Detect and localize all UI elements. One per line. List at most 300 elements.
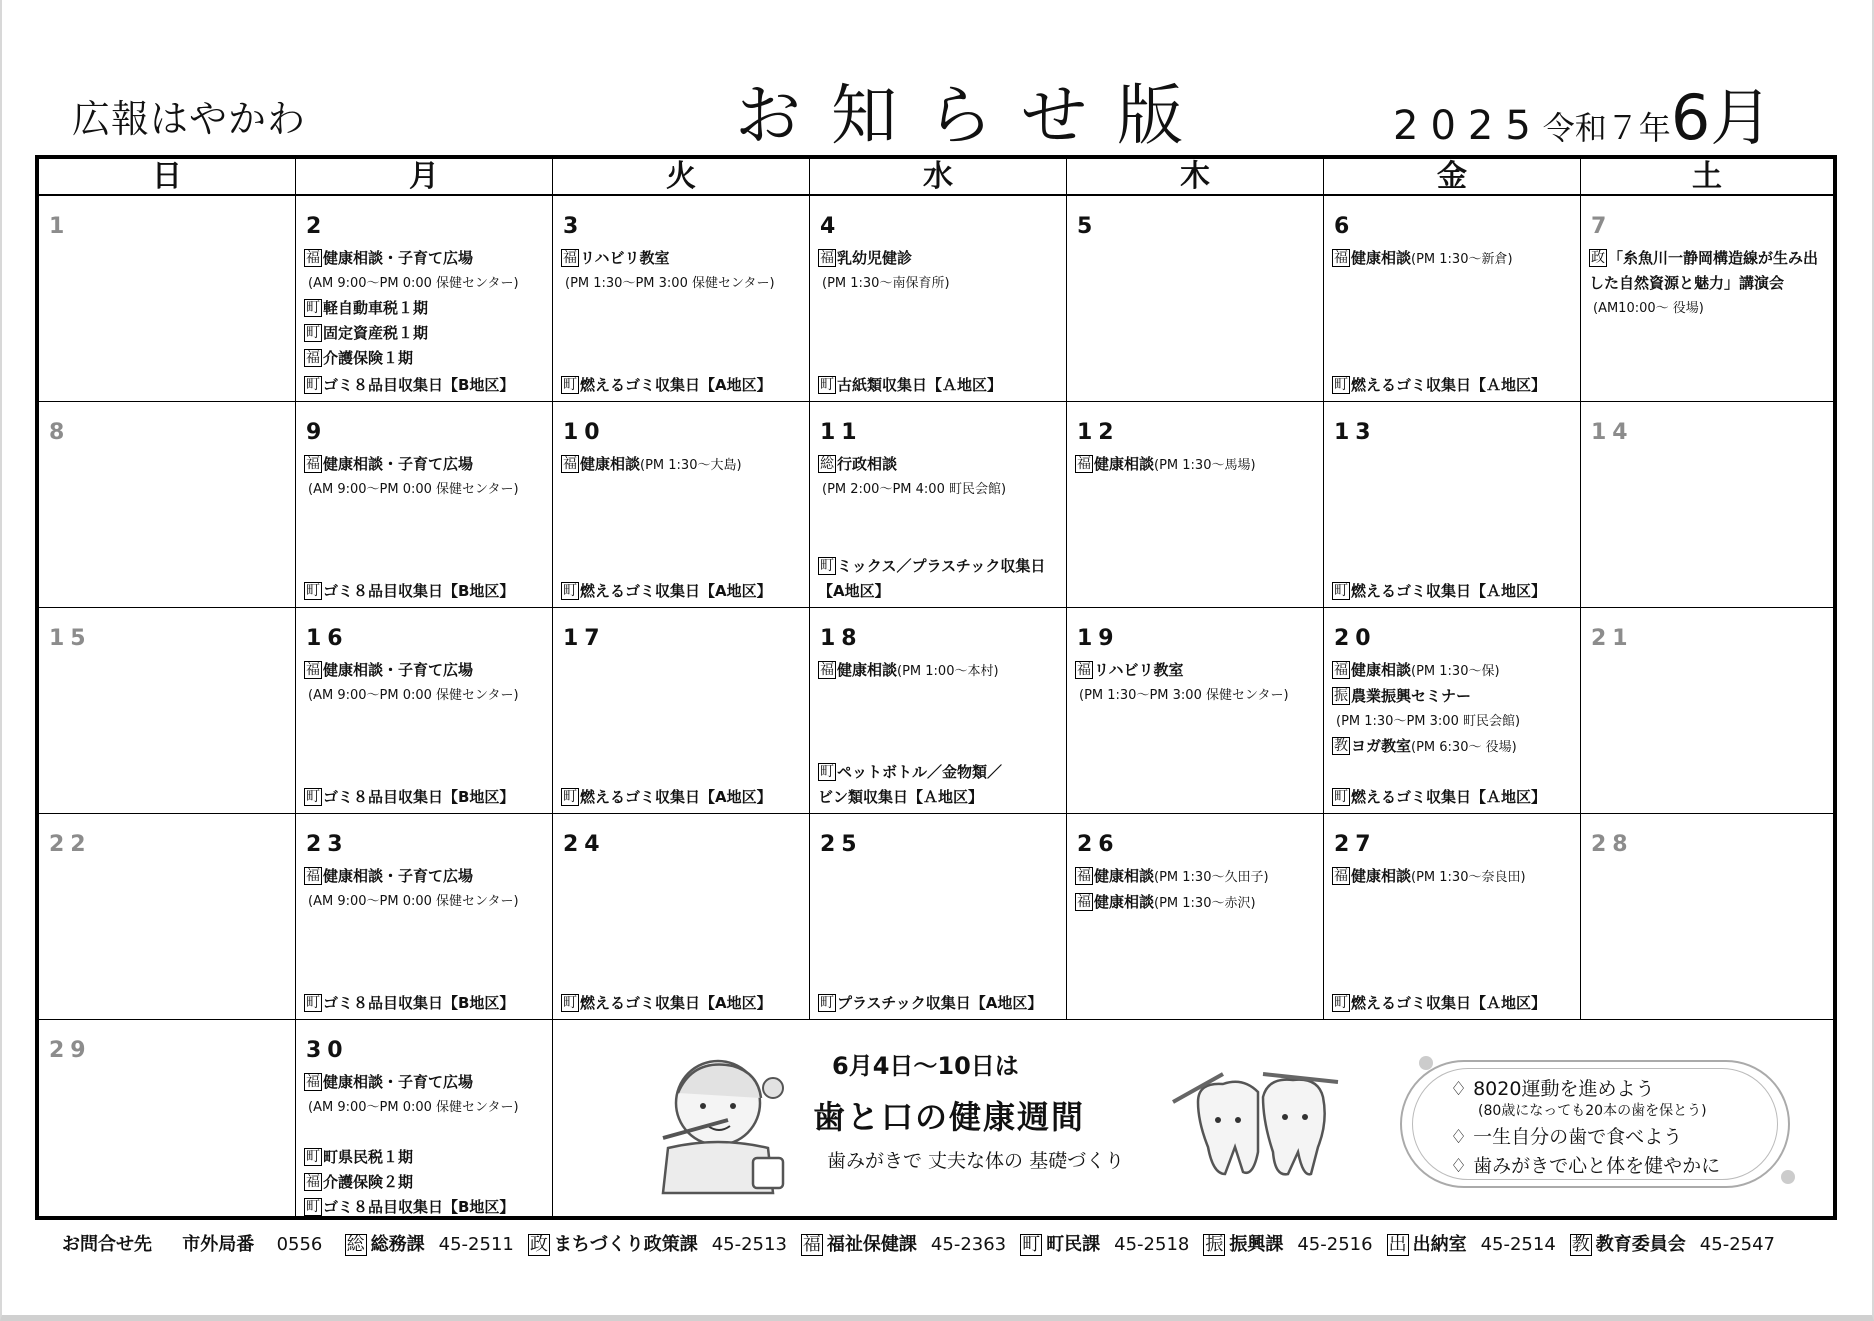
event-list: [1075, 864, 1319, 916]
department-tag: 町: [306, 995, 320, 1011]
department-tag: 福: [306, 868, 320, 884]
department-tag: 町: [306, 1199, 320, 1215]
day-cell: [296, 608, 553, 814]
day-number: 28: [1591, 832, 1634, 857]
event-title: 健康相談・子育て広場: [323, 1073, 474, 1091]
weekday-header: 土: [1692, 159, 1722, 194]
event-title: 農業振興セミナー: [1351, 687, 1472, 705]
department-tag: 町: [306, 583, 320, 599]
dental-week-dates: 6月4日〜10日は: [832, 1052, 1019, 1080]
department-tag: 総: [820, 456, 834, 472]
event-time-place: (PM 6:30〜 役場): [1411, 740, 1517, 755]
day-number: 2: [306, 214, 328, 239]
weekday-header-row: [39, 159, 1833, 196]
event-item: [818, 658, 1062, 684]
day-cell: [39, 196, 296, 402]
event-detail: (PM 1:30〜PM 3:00 保健センター): [565, 276, 775, 291]
day-cell: [1067, 402, 1324, 608]
event-title: 健康相談: [1094, 455, 1155, 473]
event-detail: (PM 1:30〜PM 3:00 町民会館): [1336, 714, 1521, 729]
event-title: 健康相談: [1351, 661, 1412, 679]
collection-notice: [1332, 991, 1576, 1016]
collection-list: [561, 991, 805, 1016]
tooth-icon: ♢: [1450, 1155, 1468, 1177]
collection-list: [818, 554, 1062, 604]
day-number: 12: [1077, 420, 1120, 445]
day-cell: [810, 402, 1067, 608]
day-number: 9: [306, 420, 328, 445]
event-title: 健康相談: [580, 455, 641, 473]
issue-month: 6: [1670, 81, 1711, 154]
publication-name: 広報はやかわ: [72, 97, 307, 141]
event-time-place: (PM 1:30〜保): [1411, 664, 1500, 679]
department-tag: 町: [1334, 377, 1348, 393]
day-cell: [296, 1020, 553, 1216]
goal-item: ♢ 8020運動を進めよう: [1450, 1078, 1655, 1100]
event-title: 燃えるゴミ収集日【A地区】: [580, 994, 772, 1012]
event-list: [304, 864, 548, 914]
event-time-place: (PM 1:30〜奈良田): [1411, 870, 1526, 885]
day-number: 4: [820, 214, 842, 239]
event-title: 健康相談: [1351, 867, 1412, 885]
department-tag: 福: [563, 250, 577, 266]
collection-list: [1332, 579, 1576, 604]
department-tag: 福: [563, 456, 577, 472]
event-time-place: (PM 1:30〜新倉): [1411, 252, 1513, 267]
event-title: 健康相談: [1094, 893, 1155, 911]
area-code-label: 市外局番: [182, 1234, 255, 1255]
event-item: [1589, 246, 1829, 271]
phone-number: 45-2513: [711, 1234, 787, 1255]
day-cell: [1581, 608, 1833, 814]
weekday-header: 木: [1067, 159, 1324, 194]
phone-number: 45-2514: [1480, 1234, 1556, 1255]
collection-list: [304, 785, 548, 810]
goal-item: ♢ 歯みがきで心と体を健やかに: [1450, 1155, 1721, 1177]
event-item: [304, 346, 548, 371]
event-item: [1332, 684, 1576, 709]
event-list: [304, 246, 548, 371]
day-number: 10: [563, 420, 606, 445]
event-item: [1332, 864, 1576, 890]
department-tag: 町: [306, 325, 320, 341]
event-time-place: (PM 1:30〜久田子): [1154, 870, 1269, 885]
department-tag: 町: [306, 300, 320, 316]
day-number: 3: [563, 214, 585, 239]
contact-footer: [62, 1230, 1787, 1256]
collection-list: [304, 991, 548, 1016]
department-tag: 教: [1571, 1234, 1590, 1255]
department-tag: 教: [1334, 738, 1348, 754]
phone-number: 45-2363: [930, 1234, 1007, 1255]
goal-item: ♢ 一生自分の歯で食べよう: [1450, 1126, 1683, 1148]
event-item: [1589, 271, 1829, 296]
event-title: ゴミ８品目収集日【B地区】: [323, 994, 515, 1012]
dental-goals-box: [1400, 1060, 1790, 1188]
event-item: [1075, 890, 1319, 916]
event-title: 燃えるゴミ収集日【A地区】: [580, 582, 772, 600]
page-title: お知らせ版: [735, 77, 1214, 154]
event-list: [1075, 658, 1319, 708]
collection-list: [1332, 991, 1576, 1016]
department-tag: 福: [1334, 662, 1348, 678]
department-tag: 町: [563, 995, 577, 1011]
dental-week-title: 歯と口の健康週間: [813, 1098, 1086, 1136]
event-title: 町県民税１期: [323, 1148, 414, 1166]
day-cell: [553, 196, 810, 402]
department-tag: 町: [563, 583, 577, 599]
department-tag: 町: [306, 1149, 320, 1165]
event-list: [818, 452, 1062, 502]
event-title: 介護保険１期: [323, 349, 414, 367]
phone-number: 45-2547: [1699, 1234, 1776, 1255]
day-cell: [1324, 814, 1581, 1020]
event-time-place: (PM 1:30〜赤沢): [1154, 896, 1256, 911]
event-title: 燃えるゴミ収集日【Ａ地区】: [1351, 788, 1547, 806]
day-cell: [810, 196, 1067, 402]
collection-notice: [818, 760, 1062, 785]
department-tag: 町: [820, 377, 834, 393]
day-cell: [296, 402, 553, 608]
event-title: ゴミ８品目収集日【B地区】: [323, 788, 515, 806]
day-number: 25: [820, 832, 863, 857]
collection-list: [304, 373, 548, 398]
collection-notice: [1332, 579, 1576, 604]
event-list: [304, 658, 548, 708]
event-detail: (AM 9:00〜PM 0:00 保健センター): [308, 894, 519, 909]
department-tag: 福: [1077, 868, 1091, 884]
event-item: [1075, 864, 1319, 890]
collection-notice: [1332, 373, 1576, 398]
tooth-icon: ♢: [1450, 1126, 1468, 1148]
collection-notice: [818, 554, 1062, 579]
department-name: 総務課: [370, 1234, 425, 1255]
event-item: [304, 1195, 548, 1220]
event-title: 【A地区】: [818, 582, 890, 600]
day-cell: [553, 608, 810, 814]
department-tag: 町: [563, 377, 577, 393]
day-number: 26: [1077, 832, 1120, 857]
day-number: 18: [820, 626, 863, 651]
day-number: 30: [306, 1038, 349, 1063]
department-tag: 総: [346, 1234, 365, 1255]
department-tag: 福: [306, 1174, 320, 1190]
collection-list: [304, 579, 548, 604]
collection-notice: [818, 785, 1062, 810]
department-name: 振興課: [1229, 1234, 1284, 1255]
issue-month-label: 月: [1710, 81, 1773, 154]
event-list: [1589, 246, 1829, 321]
event-item: [304, 1145, 548, 1170]
department-tag: 町: [1022, 1234, 1041, 1255]
day-number: 5: [1077, 214, 1099, 239]
event-title: 燃えるゴミ収集日【A地区】: [580, 788, 772, 806]
event-item: [818, 246, 1062, 271]
day-number: 20: [1334, 626, 1377, 651]
decorative-dot: [1419, 1056, 1433, 1070]
department-tag: 福: [306, 456, 320, 472]
department-tag: 町: [306, 377, 320, 393]
event-title: ビン類収集日【Ａ地区】: [818, 788, 984, 806]
department-tag: 町: [820, 558, 834, 574]
event-title: 健康相談・子育て広場: [323, 661, 474, 679]
event-detail: (AM10:00〜 役場): [1593, 301, 1704, 316]
department-name: 福祉保健課: [826, 1234, 917, 1255]
collection-notice: [1332, 785, 1576, 810]
collection-notice: [304, 579, 548, 604]
event-time-place: (PM 1:30〜大島): [640, 458, 742, 473]
day-number: 11: [820, 420, 863, 445]
day-cell: [1581, 814, 1833, 1020]
day-number: 1: [49, 214, 71, 239]
collection-notice: [304, 785, 548, 810]
event-item: [304, 864, 548, 889]
weekday-header: 日: [39, 159, 296, 194]
weekday-header: 水: [810, 159, 1067, 194]
collection-notice: [818, 579, 1062, 604]
event-title: 健康相談・子育て広場: [323, 249, 474, 267]
collection-notice: [561, 785, 805, 810]
event-item: [304, 658, 548, 683]
collection-list: [818, 373, 1062, 398]
collection-list: [1332, 785, 1576, 810]
department-name: まちづくり政策課: [553, 1234, 698, 1255]
issue-era: 令和７年: [1542, 109, 1671, 147]
event-title: 健康相談・子育て広場: [323, 455, 474, 473]
department-tag: 福: [1077, 894, 1091, 910]
weekday-header: 月: [296, 159, 553, 194]
department-name: 町民課: [1046, 1234, 1101, 1255]
collection-notice: [561, 991, 805, 1016]
department-tag: 福: [820, 250, 834, 266]
department-tag: 出: [1388, 1234, 1407, 1255]
collection-notice: [304, 373, 548, 398]
department-tag: 福: [306, 1074, 320, 1090]
day-cell: [553, 402, 810, 608]
department-tag: 町: [1334, 789, 1348, 805]
event-item: [818, 452, 1062, 477]
department-tag: 福: [1334, 250, 1348, 266]
event-detail: (PM 1:30〜南保育所): [822, 276, 950, 291]
event-title: 健康相談: [837, 661, 898, 679]
event-list: [818, 246, 1062, 296]
event-title: リハビリ教室: [580, 249, 670, 267]
day-cell: [1581, 402, 1833, 608]
department-tag: 町: [820, 764, 834, 780]
event-list: [1332, 658, 1576, 760]
event-detail: (AM 9:00〜PM 0:00 保健センター): [308, 688, 519, 703]
event-list: [1332, 864, 1576, 890]
event-detail: (AM 9:00〜PM 0:00 保健センター): [308, 482, 519, 497]
day-number: 6: [1334, 214, 1356, 239]
day-cell: [296, 196, 553, 402]
department-tag: 福: [1334, 868, 1348, 884]
day-cell: [39, 1020, 296, 1216]
department-tag: 町: [820, 995, 834, 1011]
department-tag: 町: [1334, 995, 1348, 1011]
event-detail: (AM 9:00〜PM 0:00 保健センター): [308, 1100, 519, 1115]
collection-notice: [818, 991, 1062, 1016]
event-item: [561, 246, 805, 271]
contact-label: お問合せ先: [62, 1234, 152, 1255]
event-title: 健康相談・子育て広場: [323, 867, 474, 885]
event-title: ペットボトル／金物類／: [837, 763, 1003, 781]
event-detail: (PM 2:00〜PM 4:00 町民会館): [822, 482, 1007, 497]
collection-notice: [818, 373, 1062, 398]
day-number: 22: [49, 832, 92, 857]
day-number: 8: [49, 420, 71, 445]
department-tag: 町: [306, 789, 320, 805]
event-title: 「糸魚川一静岡構造線が生み出: [1608, 249, 1819, 267]
department-tag: 福: [306, 250, 320, 266]
phone-number: 45-2516: [1297, 1234, 1373, 1255]
event-item: [1075, 452, 1319, 478]
event-title: 燃えるゴミ収集日【Ａ地区】: [1351, 994, 1547, 1012]
phone-number: 45-2511: [438, 1234, 514, 1255]
department-tag: 福: [802, 1234, 821, 1255]
department-tag: 振: [1205, 1234, 1224, 1255]
day-number: 29: [49, 1038, 92, 1063]
department-tag: 福: [306, 662, 320, 678]
goal-note: (80歳になっても20本の歯を保とう): [1478, 1103, 1707, 1119]
day-number: 16: [306, 626, 349, 651]
day-cell: [1324, 402, 1581, 608]
event-item: [304, 296, 548, 321]
collection-list: [561, 785, 805, 810]
event-list: [561, 246, 805, 296]
dental-week-slogan: 歯みがきで 丈夫な体の 基礎づくり: [827, 1150, 1125, 1172]
event-item: [304, 246, 548, 271]
event-item: [304, 452, 548, 477]
event-title: ミックス／プラスチック収集日: [837, 557, 1046, 575]
issue-date: [1393, 68, 1772, 157]
collection-list: [818, 760, 1062, 810]
event-item: [1332, 658, 1576, 684]
event-title: ヨガ教室: [1351, 737, 1412, 755]
day-number: 27: [1334, 832, 1377, 857]
day-cell: [1324, 196, 1581, 402]
event-item: [304, 1170, 548, 1195]
event-title: 介護保険２期: [323, 1173, 414, 1191]
department-tag: 政: [529, 1234, 548, 1255]
event-title: ゴミ８品目収集日【B地区】: [323, 582, 515, 600]
department-tag: 福: [306, 350, 320, 366]
department-tag: 政: [1591, 250, 1605, 266]
department-tag: 福: [1077, 662, 1091, 678]
day-cell: [1067, 814, 1324, 1020]
department-tag: 町: [563, 789, 577, 805]
day-number: 13: [1334, 420, 1377, 445]
day-cell: [553, 814, 810, 1020]
phone-number: 45-2518: [1114, 1234, 1190, 1255]
event-title: 行政相談: [837, 455, 898, 473]
day-cell: [39, 402, 296, 608]
event-list: [304, 1070, 548, 1220]
event-title: 軽自動車税１期: [323, 299, 429, 317]
tooth-icon: ♢: [1450, 1078, 1468, 1100]
collection-notice: [561, 373, 805, 398]
day-number: 21: [1591, 626, 1634, 651]
collection-list: [1332, 373, 1576, 398]
event-title: 古紙類収集日【Ａ地区】: [837, 376, 1003, 394]
area-code: 0556: [276, 1234, 323, 1255]
day-cell: [810, 608, 1067, 814]
day-number: 15: [49, 626, 92, 651]
day-cell: [39, 608, 296, 814]
event-list: [304, 452, 548, 502]
event-title: 健康相談: [1351, 249, 1412, 267]
collection-notice: [304, 991, 548, 1016]
event-title: 固定資産税１期: [323, 324, 429, 342]
collection-notice: [561, 579, 805, 604]
decorative-dot: [1781, 1170, 1795, 1184]
day-number: 14: [1591, 420, 1634, 445]
event-detail: (AM 9:00〜PM 0:00 保健センター): [308, 276, 519, 291]
event-list: [818, 658, 1062, 684]
weekday-header: 金: [1324, 159, 1581, 194]
event-time-place: (PM 1:00〜本村): [897, 664, 999, 679]
day-cell: [39, 814, 296, 1020]
department-tag: 福: [820, 662, 834, 678]
day-number: 24: [563, 832, 606, 857]
day-cell: [1581, 196, 1833, 402]
teeth-characters-illustration: [1163, 1062, 1383, 1192]
calendar-grid: [35, 155, 1837, 1220]
issue-year: 2025: [1393, 103, 1543, 149]
day-cell: [1324, 608, 1581, 814]
collection-list: [818, 991, 1062, 1016]
department-tag: 町: [1334, 583, 1348, 599]
event-list: [561, 452, 805, 478]
department-name: 出納室: [1412, 1234, 1467, 1255]
collection-list: [561, 579, 805, 604]
day-cell: [296, 814, 553, 1020]
event-detail: (PM 1:30〜PM 3:00 保健センター): [1079, 688, 1289, 703]
weekday-header: 火: [553, 159, 810, 194]
event-title: 燃えるゴミ収集日【Ａ地区】: [1351, 582, 1547, 600]
event-title: プラスチック収集日【A地区】: [837, 994, 1043, 1012]
collection-list: [561, 373, 805, 398]
event-title: した自然資源と魅力」講演会: [1589, 274, 1785, 292]
day-cell: [1067, 196, 1324, 402]
event-title: リハビリ教室: [1094, 661, 1184, 679]
event-item: [304, 1070, 548, 1095]
day-number: 23: [306, 832, 349, 857]
day-cell: [810, 814, 1067, 1020]
child-brushing-teeth-illustration: [633, 1048, 833, 1198]
department-tag: 振: [1334, 688, 1348, 704]
department-name: 教育委員会: [1595, 1234, 1686, 1255]
event-title: 乳幼児健診: [837, 249, 913, 267]
event-title: ゴミ８品目収集日【B地区】: [323, 376, 515, 394]
dental-week-banner: [553, 1020, 1839, 1216]
event-list: [1075, 452, 1319, 478]
event-title: 燃えるゴミ収集日【Ａ地区】: [1351, 376, 1547, 394]
event-item: [561, 452, 805, 478]
event-time-place: (PM 1:30〜馬場): [1154, 458, 1256, 473]
day-cell: [1067, 608, 1324, 814]
day-number: 17: [563, 626, 606, 651]
event-title: ゴミ８品目収集日【B地区】: [323, 1198, 515, 1216]
event-title: 健康相談: [1094, 867, 1155, 885]
event-item: [1332, 734, 1576, 760]
event-item: [1075, 658, 1319, 683]
event-title: 燃えるゴミ収集日【A地区】: [580, 376, 772, 394]
day-number: 19: [1077, 626, 1120, 651]
department-tag: 福: [1077, 456, 1091, 472]
day-number: 7: [1591, 214, 1613, 239]
event-list: [1332, 246, 1576, 272]
